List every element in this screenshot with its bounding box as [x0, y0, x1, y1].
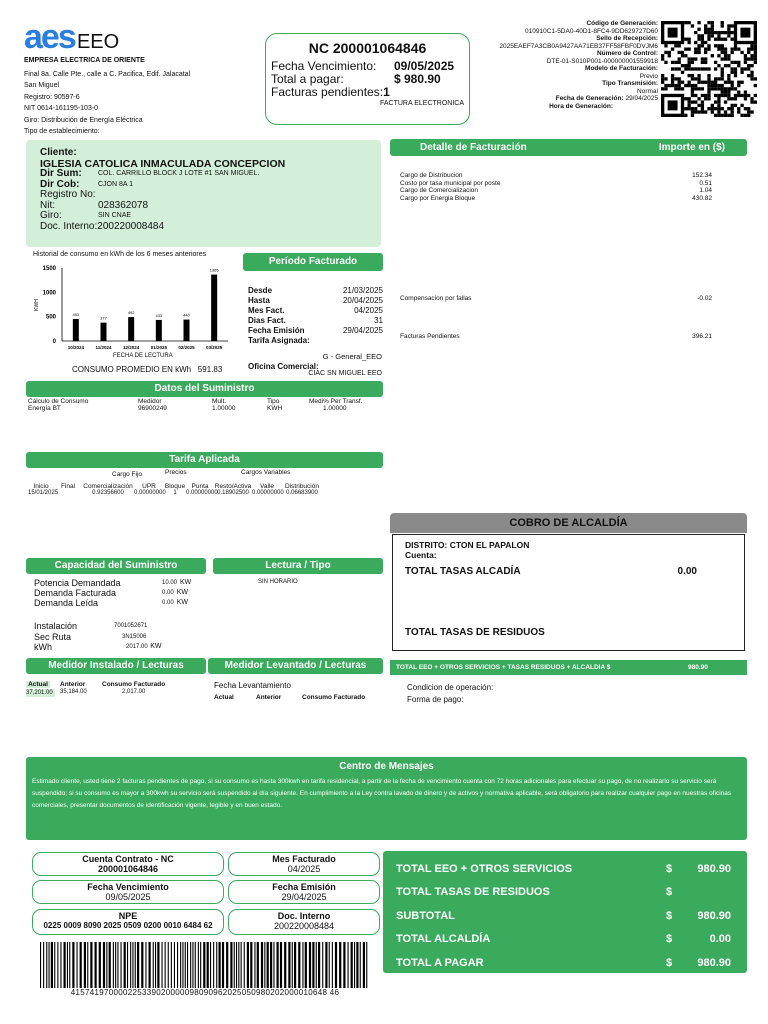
- bar-label: 440: [183, 312, 190, 318]
- kwh-value: 2017.00: [126, 644, 148, 650]
- company-name: EMPRESA ELECTRICA DE ORIENTE: [24, 57, 145, 64]
- dte-trans: Normal: [637, 87, 658, 95]
- npe-value: 0225 0009 8090 2025 0509 0200 0010 6484 62: [43, 921, 213, 930]
- dte-control-label: Número de Control:: [596, 50, 658, 57]
- total-currency: $: [666, 862, 673, 875]
- capacidad-unit: KW: [180, 579, 192, 586]
- bar-label: 1365: [209, 267, 219, 273]
- periodo-table: [248, 286, 383, 346]
- tarifa-h2: [28, 483, 383, 490]
- ml-h0: Actual: [214, 694, 234, 701]
- periodo-row: [248, 326, 383, 336]
- mensajes-text: Estimado cliente, usted tiene 2 facturas pendientes de pago, si su consumo es hasta 300kwh en tarifa residencial, a partir de la fecha de vencimiento cuenta con 72 horas adicionales para efectuar su pago, de no realizarlo su servicio será suspendido; si su consumo es mayor a 300kwh su servicio será suspendido al día siguiente. En cumplimiento a la Ley contra lavado de dinero y de activos y normativa aplicable, será obligatorio para realizar cualquier pago en nuestras oficinas comerciales, presentar documentos de identificación vigente, legible y en buen estado.: [32, 778, 732, 809]
- fecha-levantamiento: Fecha Levantamiento: [214, 681, 291, 690]
- alcaldia-header: COBRO DE ALCALDÍA: [390, 513, 747, 533]
- periodo-label: Tarifa Asignada:: [248, 336, 310, 345]
- tarifa-col-header: UPR: [142, 483, 156, 490]
- total-row: [396, 928, 733, 952]
- dte-cod: 010910C1-5DA0-40D1-8FC4-9DD629727D60: [525, 27, 658, 35]
- dte-control: DTE-01-S010P001-000000001559918: [546, 57, 658, 65]
- detalle-value: 152.34: [692, 172, 712, 179]
- barcode-icon: [40, 942, 370, 988]
- periodo-row: [248, 296, 383, 306]
- chart-bar: [211, 275, 217, 341]
- comp-value: -0.02: [697, 295, 712, 302]
- alcaldia-box: [392, 534, 745, 651]
- periodo-value: 21/03/2025: [342, 286, 383, 295]
- dte-fecha-label: Fecha de Generación:: [555, 95, 624, 102]
- capacidad-value: 10.00: [162, 580, 178, 586]
- comp-label: Compensacion por fallas: [400, 295, 472, 302]
- total-currency: $: [666, 956, 673, 969]
- tarifa-table: [28, 469, 383, 497]
- consumption-chart: [28, 260, 238, 360]
- barcode-number: 415741970000225339020000098090962025050980202000010648 46: [70, 988, 340, 997]
- detalle-items: [400, 172, 712, 202]
- nit-label: Nit:: [40, 199, 55, 211]
- cuenta-pill: [32, 852, 224, 876]
- total-row: [396, 951, 733, 975]
- periodo-value: 04/2025: [354, 306, 383, 315]
- dte-cod-label: Código de Generación:: [586, 20, 658, 27]
- mes-value: 04/2025: [287, 864, 321, 874]
- mi-v2: 2,017.00: [122, 689, 146, 695]
- tasas-alcaldia-label: TOTAL TASAS ALCADÍA: [405, 566, 521, 577]
- doc-stub-label: Doc. Interno: [277, 911, 331, 921]
- sum-v4: 1.00000: [323, 405, 347, 412]
- tarifa-col-value: [54, 490, 82, 497]
- instalacion-block: [34, 621, 204, 653]
- dte-fecha: 29/04/2025: [625, 95, 658, 102]
- kwh-unit: KW: [150, 643, 162, 650]
- detalle-header: [390, 139, 747, 156]
- dircob-label: Dir Cob:: [40, 178, 80, 190]
- tarifa-col-value: 0.92356600: [92, 490, 124, 496]
- periodo-label: Fecha Emisión: [248, 326, 305, 335]
- logo-text: aes: [24, 18, 75, 56]
- totals-box: [383, 851, 747, 973]
- summary-box: [265, 33, 470, 125]
- capacidad-header: Capacidad del Suministro: [26, 558, 206, 574]
- x-tick: 03/2025: [206, 345, 223, 350]
- pendientes-row: [400, 333, 712, 340]
- tarifa-col-header: Final: [60, 483, 76, 490]
- total-row: [396, 904, 733, 928]
- sum-h4: Medi% Per Transf.: [309, 398, 363, 405]
- chart-bar: [184, 320, 190, 341]
- detalle-value: 1.04: [699, 187, 712, 194]
- tarifa-col-header: Distribución: [285, 483, 319, 490]
- avg-consumption: [72, 365, 222, 374]
- oficina-value: CIAC SN MIGUEL EEO: [308, 370, 382, 377]
- mi-v1: 35,184.00: [60, 689, 87, 695]
- capacidad-value: 0.00: [162, 590, 174, 596]
- periodo-row: [248, 336, 383, 346]
- distrito: DISTRITO: CTON EL PAPALON: [405, 540, 530, 550]
- npe-label: NPE: [118, 911, 138, 921]
- detalle-value: 0.51: [699, 179, 712, 187]
- detalle-label: Costo por tasa municipal por poste: [400, 179, 501, 187]
- giro-label: Giro:: [40, 210, 62, 221]
- emision-label: Fecha Emisión: [272, 882, 336, 892]
- mes-pill: [228, 852, 380, 876]
- x-tick: 01/2025: [150, 345, 167, 350]
- x-tick: 10/2024: [67, 345, 84, 350]
- tarifa-col-value: 0.00000000: [134, 490, 166, 496]
- logo-sub: EEO: [76, 31, 120, 53]
- capacidad-row: [34, 578, 204, 588]
- total-label: SUBTOTAL: [396, 909, 455, 922]
- importe-title: Importe en ($): [658, 142, 725, 153]
- dte-info: [458, 20, 658, 110]
- qr-code-icon: [661, 21, 757, 117]
- bar-label: 433: [155, 312, 163, 318]
- chart-title: Historial de consumo en kWh de los 6 meses anteriores: [33, 251, 207, 258]
- due-date: 09/05/2025: [394, 59, 455, 73]
- dte-modelo: Previo: [639, 72, 658, 80]
- detalle-title: Detalle de Facturación: [420, 142, 527, 153]
- detalle-row: [400, 172, 712, 180]
- sum-v2: 1.00000: [212, 405, 236, 412]
- x-tick: 02/2025: [178, 345, 195, 350]
- detalle-row: [400, 195, 712, 203]
- alcaldia-total-label: TOTAL EEO + OTROS SERVICIOS + TASAS RESIDUOS + ALCALDIA $: [396, 664, 611, 671]
- dte-sello-label: Sello de Recepción:: [596, 35, 658, 42]
- dte-modelo-label: Modelo de Facturación:: [585, 65, 658, 72]
- capacidad-unit: KW: [176, 589, 188, 596]
- due-label: Fecha Vencimiento:: [271, 59, 377, 73]
- tarifa-col-value: 15/01/2025: [28, 490, 59, 496]
- company-city: San Miguel: [24, 82, 60, 89]
- ml-h2: Consumo Facturado: [302, 694, 366, 701]
- capacidad-row: [34, 588, 204, 598]
- avg-label: CONSUMO PROMEDIO EN kWh: [72, 365, 192, 374]
- alcaldia-total-bar: [390, 660, 747, 675]
- sum-v0: Energía BT: [28, 405, 61, 412]
- medidor-levantado-header: Medidor Levantado / Lecturas: [208, 658, 383, 674]
- avg-value: 591.83: [197, 365, 223, 374]
- mensajes-title: Centro de Mensajes: [339, 761, 434, 772]
- total-currency: $: [666, 909, 673, 922]
- periodo-row: [248, 286, 383, 296]
- periodo-label: Desde: [248, 286, 273, 295]
- periodo-header: Período Facturado: [243, 253, 383, 271]
- periodo-label: Mes Fact.: [248, 306, 285, 315]
- tarifa-col-value: 0.18902500: [217, 490, 249, 496]
- nit-value: 028362078: [98, 199, 149, 211]
- capacidad-value: 0.00: [162, 600, 174, 606]
- kwh-label: kWh: [34, 642, 52, 652]
- forma-label: Forma de pago:: [407, 695, 464, 704]
- sum-h2: Mult.: [212, 398, 227, 405]
- y-tick: 1500: [42, 266, 56, 272]
- tarifa-col-value: 0.00000000: [186, 490, 218, 496]
- periodo-value: 31: [374, 316, 383, 325]
- suministro-table: [28, 398, 383, 412]
- total-row: [396, 881, 733, 905]
- cuenta-label: Cuenta Contrato - NC: [82, 854, 174, 864]
- pend-value: 396.21: [692, 333, 712, 340]
- tarifa-value: G - General_EEO: [322, 352, 382, 361]
- chart-bar: [101, 323, 107, 341]
- periodo-row: [248, 306, 383, 316]
- bar-label: 377: [100, 315, 107, 321]
- detalle-label: Cargo por Energia Bloque: [400, 194, 476, 202]
- total-currency: $: [666, 886, 673, 899]
- total-amount: $ 980.90: [394, 72, 441, 86]
- total-label: Total a pagar:: [271, 72, 344, 86]
- venc-pill: [32, 880, 224, 904]
- dirsum-value: COL. CARRILLO BLOCK J LOTE #1 SAN MIGUEL.: [98, 170, 260, 177]
- tarifa-values: [28, 490, 383, 497]
- mi-h0: Actual: [26, 681, 50, 688]
- mi-h1: Anterior: [60, 681, 86, 688]
- periodo-value: 29/04/2025: [342, 326, 383, 335]
- pending-label: Facturas pendientes:: [271, 85, 384, 99]
- total-value: 980.90: [697, 956, 731, 969]
- tar-h1-0: Cargo Fijo: [112, 471, 142, 478]
- company-giro: Giro: Distribución de Energía Eléctrica: [24, 116, 143, 124]
- detalle-row: [400, 187, 712, 195]
- company-info: [24, 55, 190, 138]
- total-currency: $: [666, 933, 673, 946]
- tar-h1-1: Precios: [165, 469, 187, 476]
- sum-h0: Cálculo de Consumo: [28, 398, 89, 405]
- detalle-row: [400, 180, 712, 188]
- tarifa-col-value: 0.00000000: [252, 490, 284, 496]
- tarifa-col-header: Bloque: [164, 483, 186, 490]
- x-tick: 11/2024: [95, 345, 112, 350]
- bar-label: 492: [127, 310, 135, 316]
- company-logo: [24, 18, 120, 56]
- invoice-number: NC 200001064846: [308, 40, 427, 56]
- periodo-label: Dias Fact.: [248, 316, 286, 325]
- total-label: TOTAL TASAS DE RESIDUOS: [396, 886, 550, 899]
- ruta-label: Sec Ruta: [34, 631, 72, 642]
- dte-trans-label: Tipo Transmisión:: [602, 80, 658, 87]
- company-nit: NIT 0614-161195-103-0: [24, 105, 99, 112]
- oficina-label: Oficina Comercial:: [248, 362, 319, 371]
- capacidad-label: Demanda Leída: [34, 598, 99, 608]
- client-name: IGLESIA CATOLICA INMACULADA CONCEPCION: [40, 157, 286, 170]
- detalle-value: 430.82: [692, 194, 712, 202]
- tarifa-col-header: Valle: [260, 483, 274, 490]
- client-label: Cliente:: [40, 147, 77, 158]
- sum-v3: KWH: [267, 405, 283, 412]
- total-label: TOTAL EEO + OTROS SERVICIOS: [396, 862, 573, 875]
- tasas-alcaldia-value: 0.00: [677, 566, 697, 577]
- doc-type: FACTURA ELECTRONICA: [379, 100, 464, 107]
- capacidad-rows: [34, 578, 204, 608]
- cuenta-label: Cuenta:: [405, 550, 437, 560]
- total-value: 980.90: [697, 909, 731, 922]
- emision-value: 29/04/2025: [281, 892, 327, 902]
- periodo-row: [248, 316, 383, 326]
- total-value: 0.00: [709, 933, 731, 946]
- sum-v1: 96900249: [138, 405, 167, 412]
- pending-count: 1: [383, 85, 390, 99]
- cuenta-value: 200001064846: [97, 864, 159, 874]
- dte-sello: 2025EAEF7A3CB0A9427AA71EB37FF58FBF0DVJM6: [499, 42, 658, 50]
- y-tick: 1000: [42, 290, 56, 297]
- tarifa-col-value: 0.06683900: [286, 490, 318, 496]
- dircob-value: CJON 8A 1: [98, 180, 134, 188]
- ruta-value: 3N15006: [122, 633, 147, 640]
- doc-stub-value: 200220008484: [273, 921, 335, 931]
- venc-value: 09/05/2025: [105, 892, 151, 902]
- tarifa-header: Tarifa Aplicada: [26, 452, 383, 468]
- capacidad-label: Demanda Facturada: [34, 588, 117, 598]
- doc-label: Doc. Interno:: [40, 220, 98, 232]
- sum-h1: Medidor: [138, 398, 162, 405]
- medidor-instalado-table: [26, 681, 206, 697]
- chart-xlabel: FECHA DE LECTURA: [113, 353, 173, 359]
- venc-label: Fecha Vencimiento: [87, 882, 169, 892]
- chart-bar: [128, 317, 134, 341]
- capacidad-row: [34, 598, 204, 608]
- doc-pill: [228, 909, 380, 935]
- company-tipo: Tipo de establecimiento:: [24, 128, 100, 135]
- lectura-value: SIN HORARIO: [258, 579, 298, 585]
- inst-value: 7001052671: [114, 623, 148, 629]
- company-address: Final 8a. Calle Pte., calle a C. Pacifica, Edif. Jalacatal: [24, 70, 191, 78]
- alcaldia-total-value: 980.90: [688, 664, 708, 671]
- residuos-label: TOTAL TASAS DE RESIDUOS: [405, 627, 545, 638]
- total-value: 980.90: [697, 862, 731, 875]
- chart-bar: [156, 320, 162, 341]
- x-tick: 12/2024: [123, 345, 140, 350]
- dte-hora-label: Hora de Generación:: [549, 102, 613, 110]
- sum-h3: Tipo: [267, 398, 280, 405]
- mi-h2: Consumo Facturado: [102, 681, 166, 688]
- chart-bar: [73, 319, 79, 341]
- y-tick: 0: [52, 339, 56, 345]
- cond-block: [407, 682, 493, 706]
- client-box: [26, 140, 381, 247]
- total-row: [396, 857, 733, 881]
- bar-label: 453: [72, 311, 80, 317]
- medidor-levantado-cols: [214, 694, 365, 701]
- doc-value: 200220008484: [97, 220, 165, 232]
- mi-v0: 37,201.00: [26, 689, 55, 697]
- capacidad-label: Potencia Demandada: [34, 578, 121, 588]
- total-label: TOTAL ALCALDÍA: [396, 933, 491, 946]
- ml-h1: Anterior: [256, 694, 282, 701]
- compensacion-row: [400, 295, 712, 302]
- tarifa-col-header: Punta: [191, 483, 209, 490]
- total-label: TOTAL A PAGAR: [396, 956, 484, 969]
- cond-label: Condicion de operación:: [407, 683, 494, 692]
- y-axis-label: KWH: [34, 299, 40, 311]
- tarifa-col-value: 1: [173, 490, 177, 496]
- mensajes-box: [26, 757, 747, 840]
- giro-value: SIN CNAE: [98, 212, 132, 219]
- emision-pill: [228, 880, 380, 904]
- tarifa-col-header: Inicio: [33, 483, 49, 490]
- suministro-header: Datos del Suministro: [26, 381, 383, 397]
- tarifa-col-header: Resto/Activa: [214, 483, 252, 490]
- company-registro: Registro: 90597-6: [24, 93, 80, 101]
- medidor-instalado-header: Medidor Instalado / Lecturas: [26, 658, 206, 674]
- tarifa-col-header: Comercialización: [83, 483, 133, 490]
- npe-pill: [32, 909, 224, 935]
- tar-h1-2: Cargos Variables: [241, 469, 291, 476]
- capacidad-unit: KW: [176, 599, 188, 606]
- detalle-label: Cargo de Comercializacion: [400, 187, 479, 194]
- dirsum-label: Dir Sum:: [40, 168, 82, 179]
- inst-label: Instalación: [34, 621, 78, 631]
- mes-label: Mes Facturado: [272, 854, 336, 864]
- detalle-label: Cargo de Distribucion: [400, 172, 463, 179]
- periodo-value: 20/04/2025: [342, 296, 383, 305]
- pend-label: Facturas Pendientes: [400, 333, 460, 340]
- periodo-label: Hasta: [248, 296, 270, 305]
- y-tick: 500: [45, 314, 56, 321]
- lectura-header: Lectura / Tipo: [213, 558, 383, 574]
- registro-label: Registro No:: [40, 189, 96, 200]
